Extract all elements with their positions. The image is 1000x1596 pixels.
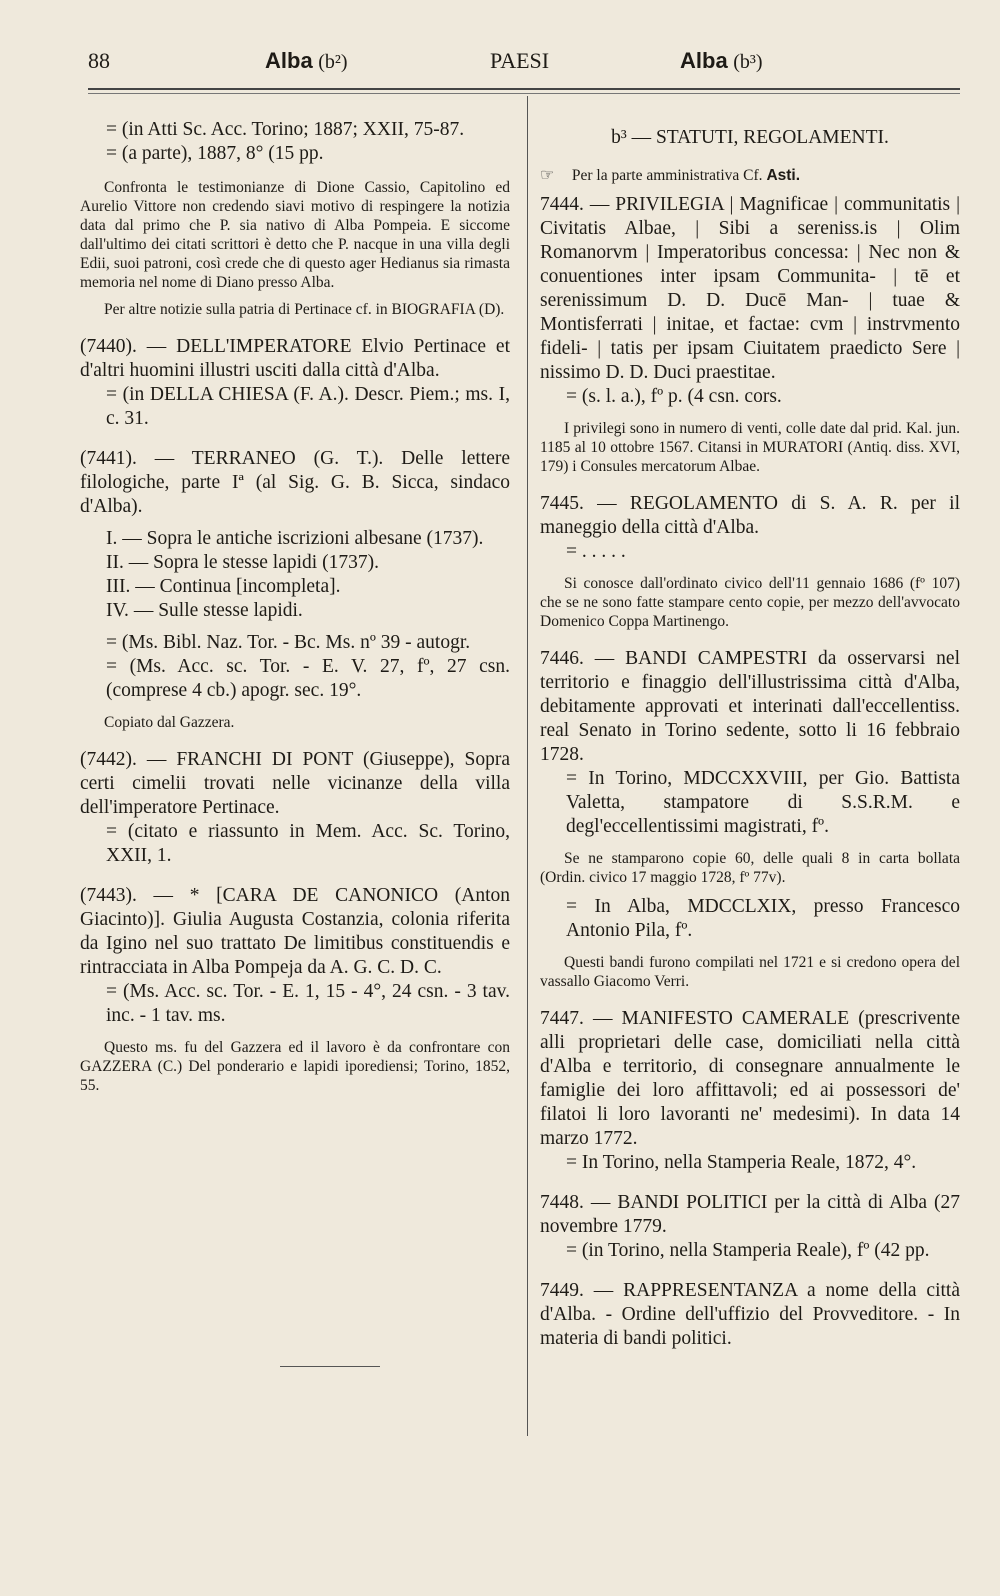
section-list — [80, 527, 510, 623]
note-paragraph: Confronta le testimonianze di Dione Cassio, Capitolino ed Aurelio Vittore non credendo siavi motivo di respingere la notizia data dal primo che P. sia nativo di Alba Pompeia. E siccome dall'ultimo dei citati scrittori è detto che P. nacque in una villa degli Edii, suoi patroni, così crede che di questo ager Hedianus sia rimasta memoria nel nome di Diano presso Alba. — [80, 179, 510, 291]
entry-7448: 7448. — BANDI POLITICI per la città di Alba (27 novembre 1779. — [540, 1192, 960, 1237]
entry-continuation: = (a parte), 1887, 8° (15 pp. — [106, 143, 324, 164]
note-paragraph: Si conosce dall'ordinato civico dell'11 gennaio 1686 (fº 107) che se ne sono fatte stampare cento copie, per mezzo dell'avvocato Domenico Coppa Martinengo. — [540, 575, 960, 630]
header-rule — [88, 88, 960, 90]
page-number: 88 — [88, 48, 110, 73]
end-rule — [280, 1366, 380, 1367]
note-paragraph: Copiato dal Gazzera. — [104, 714, 235, 731]
entry-7447-source: = In Torino, nella Stamperia Reale, 1872, 4°. — [566, 1152, 917, 1173]
entry-7440-source: = (in DELLA CHIESA (F. A.). Descr. Piem.; ms. I, c. 31. — [106, 384, 510, 429]
entry-7441: (7441). — TERRANEO (G. T.). Delle lettere filologiche, parte Iª (al Sig. G. B. Sicca, sindaco d'Alba). — [80, 448, 510, 517]
note-paragraph: Questi bandi furono compilati nel 1721 e si credono opera del vassallo Giacomo Verri. — [540, 954, 960, 990]
entry-7446-source: = In Alba, MDCCLXIX, presso Francesco Antonio Pila, fº. — [566, 896, 960, 941]
entry-7440: (7440). — DELL'IMPERATORE Elvio Pertinace et d'altri huomini illustri usciti dalla città d'Alba. — [80, 336, 510, 381]
section-item: IV. — Sulle stesse lapidi. — [106, 600, 303, 621]
entry-7449: 7449. — RAPPRESENTANZA a nome della città d'Alba. - Ordine dell'uffizio del Provveditore. - In materia di bandi politici. — [540, 1280, 960, 1349]
running-head-left-sub: (b²) — [318, 51, 348, 73]
running-head-right — [680, 48, 763, 74]
entry-7446: 7446. — BANDI CAMPESTRI da osservarsi nel territorio e finaggio dell'illustrissima città d'Alba, debitamente approvati et interinati dall'eccellentiss. real Senato in Torino sedente, sotto li 16 febbraio 1728. — [540, 648, 960, 765]
entry-7445: 7445. — REGOLAMENTO di S. A. R. per il maneggio della città d'Alba. — [540, 493, 960, 538]
entry-7447: 7447. — MANIFESTO CAMERALE (prescrivente alli proprietari delle case, domiciliati nella città d'Alba e territorio, di consegnare annualmente le famiglie dei loro affittavoli; ed ai possessori de' filatoi li loro lavoranti ne' medesimi). In data 14 marzo 1772. — [540, 1008, 960, 1149]
running-head-right-sub: (b³) — [733, 51, 763, 73]
column-divider — [527, 96, 528, 1436]
section-item: III. — Continua [incompleta]. — [106, 576, 341, 597]
entry-7444-source: = (s. l. a.), fº p. (4 csn. cors. — [566, 386, 782, 407]
right-column — [540, 118, 960, 1351]
header-rule-thin — [88, 93, 960, 94]
note-paragraph: I privilegi sono in numero di venti, colle date dal prid. Kal. jun. 1185 al 10 ottobre 1567. Citansi in MURATORI (Antiq. diss. XVI, 179) i Consules mercatorum Albae. — [540, 420, 960, 475]
running-head-left — [265, 48, 348, 74]
running-head-left-title: Alba — [265, 48, 313, 73]
entry-7443: (7443). — * [CARA DE CANONICO (Anton Giacinto)]. Giulia Augusta Costanzia, colonia riferita da Igino nel suo trattato De limitibus constituendis e rintracciata in Alba Pompeja da A. G. C. D. C. — [80, 885, 510, 978]
entry-7446-source: = In Torino, MDCCXXVIII, per Gio. Battista Valetta, stampatore di S.S.R.M. e degl'eccellentissimi magistrati, fº. — [566, 768, 960, 837]
note-paragraph: Per altre notizie sulla patria di Pertinace cf. in BIOGRAFIA (D). — [104, 301, 505, 318]
left-column — [80, 118, 510, 1095]
entry-7448-source: = (in Torino, nella Stamperia Reale), fº (42 pp. — [566, 1240, 930, 1261]
entry-7444: 7444. — PRIVILEGIA | Magnificae | communitatis | Civitatis Albae, | Sibi a sereniss.is | Olim Romanorvm | Imperatoribus concessa: | Nec non & conuentiones inter ipsam Communita- | tē et serenissimum D. D. Ducē Man- | tuae & Montisferrati | initae, et factae: cvm | instrvmento fideli- | tatis per ipsam Ciuitatem praedicto Sere | nissimo D. D. Duci praestitae. — [540, 194, 960, 383]
entry-continuation: = (in Atti Sc. Acc. Torino; 1887; XXII, 75-87. — [106, 119, 465, 140]
entry-7443-source: = (Ms. Acc. sc. Tor. - E. 1, 15 - 4°, 24 csn. - 3 tav. inc. - 1 tav. ms. — [106, 981, 510, 1026]
running-head-right-title: Alba — [680, 48, 728, 73]
section-heading: b³ — STATUTI, REGOLAMENTI. — [611, 127, 889, 148]
note-paragraph: Se ne stamparono copie 60, delle quali 8 in carta bollata (Ordin. civico 17 maggio 1728, fº 77v). — [540, 850, 960, 886]
entry-7442-source: = (citato e riassunto in Mem. Acc. Sc. Torino, XXII, 1. — [106, 821, 510, 866]
section-item: II. — Sopra le stesse lapidi (1737). — [106, 552, 379, 573]
pointing-hand-icon: ☞ — [540, 167, 555, 184]
entry-7445-source: = . . . . . — [566, 541, 626, 562]
entry-7441-source: = (Ms. Bibl. Naz. Tor. - Bc. Ms. nº 39 - autogr. — [106, 632, 471, 653]
running-head-center: PAESI — [490, 48, 550, 73]
entry-7441-source: = (Ms. Acc. sc. Tor. - E. V. 27, fº, 27 csn. (comprese 4 cb.) apogr. sec. 19°. — [106, 656, 510, 701]
note-paragraph: Questo ms. fu del Gazzera ed il lavoro è da confrontare con GAZZERA (C.) Del ponderario e lapidi iporediensi; Torino, 1852, 55. — [80, 1039, 510, 1094]
section-item: I. — Sopra le antiche iscrizioni albesane (1737). — [106, 528, 484, 549]
entry-7442: (7442). — FRANCHI DI PONT (Giuseppe), Sopra certi cimelii trovati nelle vicinanze della villa dell'imperatore Pertinace. — [80, 749, 510, 818]
cross-reference: ☞ Per la parte amministrativa Cf. Asti. — [540, 167, 801, 184]
